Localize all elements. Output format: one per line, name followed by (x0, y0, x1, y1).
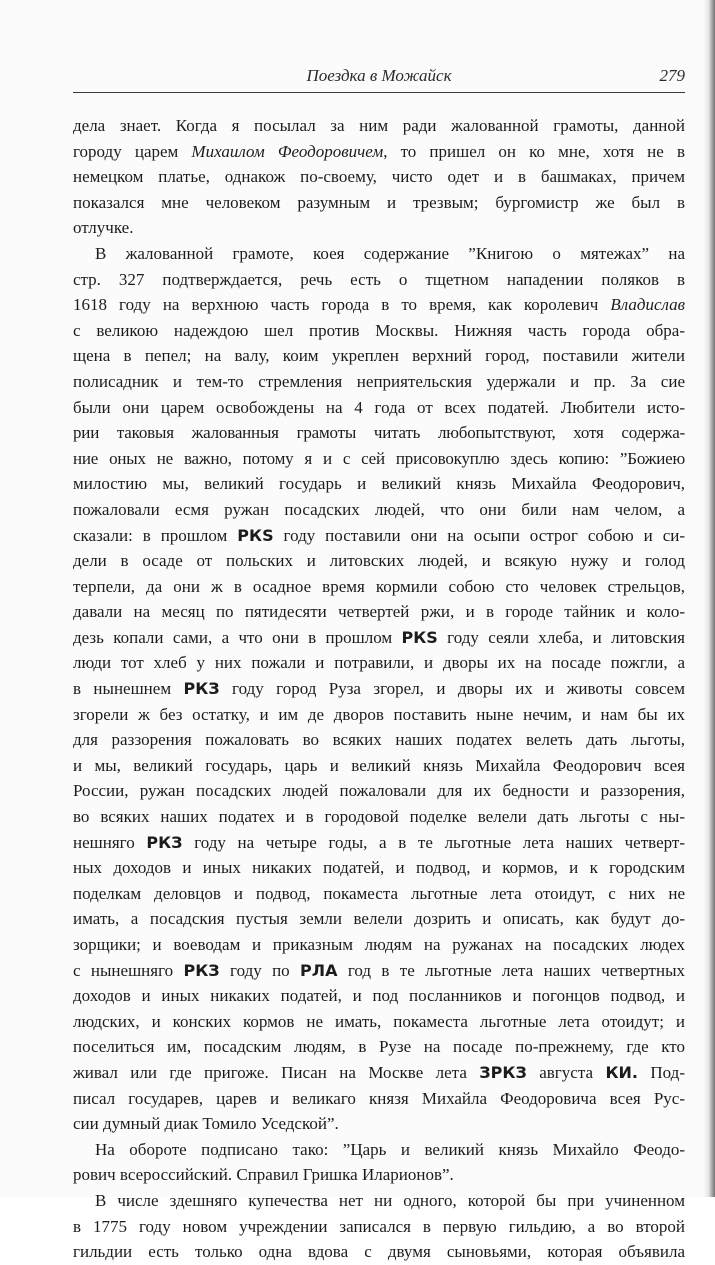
text-run: в нынешнем (73, 679, 184, 699)
text-line (73, 1214, 685, 1240)
page-edge-shadow (703, 0, 715, 1197)
text-line (73, 676, 685, 702)
text-run: щена в пепел; на валу, коим укреплен верхний город, поставили жители (73, 346, 685, 366)
text-run: год в те льготные лета наших четвертных (337, 960, 685, 980)
text-run: гильдии есть только одна вдова с двумя сыновьями, которая объявила (73, 1242, 685, 1262)
text-run: имать, а посадския пустыя земли велели дозрить и описать, как будут до- (73, 909, 685, 929)
text-run: ных доходов и иных никаких податей, и подвод, и кормов, и к городским (73, 858, 685, 878)
text-run: живал или где пригоже. Писан на Москве лета (73, 1062, 480, 1082)
text-run: дезь копали сами, а что они в прошлом (73, 627, 402, 647)
text-line (73, 702, 685, 728)
text-run: дела знает. Когда я посылал за ним ради жалованной грамоты, данной (73, 116, 685, 135)
text-line (73, 1137, 685, 1163)
text-line (73, 1009, 685, 1035)
text-line (73, 139, 685, 165)
text-run: милостию мы, великий государь и великий князь Михайла Феодорович, (73, 474, 685, 494)
text-line (73, 446, 685, 472)
text-line (73, 650, 685, 676)
text-run: были они царем освобождены на 4 года от всех податей. Любители исто- (73, 397, 685, 417)
text-line (73, 318, 685, 344)
text-run: рович всероссийский. Справил Гришка Иларионов”. (73, 1165, 454, 1185)
text-run: для раззорения пожаловать во всяких наших податех велеть дать льготы, (73, 730, 685, 750)
italic-name: Владислав (610, 295, 685, 315)
text-line (73, 1188, 685, 1214)
text-run: доходов и иных никаких податей, и под посланников и погонцов подвод, и (73, 986, 685, 1006)
slavonic-numeral: КИ. (605, 1062, 638, 1082)
slavonic-numeral: РКЗ (183, 679, 220, 699)
text-line (73, 625, 685, 651)
text-run: году поставили они на осыпи острог собою и си- (273, 525, 685, 545)
text-run: люди тот хлеб у них пожали и потравили, и дворы их на посаде пожгли, а (73, 653, 685, 673)
text-run: пожаловали есмя ружан посадских людей, что они били нам челом, а (73, 499, 685, 519)
text-run: августа (526, 1062, 606, 1082)
text-run: зорщики; и воеводам и приказным людям на ружанах на посадских людех (73, 935, 685, 954)
slavonic-numeral: РКЅ (401, 627, 438, 647)
text-run: поделкам деловцов и подвод, покаместа льготные лета отоидут, с них не (73, 883, 685, 903)
text-run: России, ружан посадских людей пожаловали для их бедности и раззорения, (73, 781, 685, 801)
text-line (73, 574, 685, 600)
text-line (73, 292, 685, 318)
text-line (73, 830, 685, 856)
text-run: с великою надеждою шел против Москвы. Нижняя часть города обра- (73, 320, 685, 340)
text-run: нешняго (73, 832, 147, 852)
text-run: давали на месяц по пятидесяти четвертей ржи, и в городе тайник и коло- (73, 602, 685, 622)
text-run: году на четыре годы, а в те льготные лета наших четверт- (182, 832, 685, 852)
text-line (73, 932, 685, 958)
text-run: терпели, да они ж в осадное время кормили собою сто человек стрельцов, (73, 576, 685, 596)
text-line (73, 1111, 685, 1137)
running-head (73, 66, 685, 90)
text-run: городу царем (73, 141, 192, 161)
text-line (73, 241, 685, 267)
text-line (73, 753, 685, 779)
text-line (73, 1162, 685, 1188)
text-run: , то пришел он ко мне, хотя не в (383, 141, 685, 161)
text-line (73, 983, 685, 1009)
text-run: году сеяли хлеба, и литовския (437, 627, 686, 647)
text-run: стр. 327 подтверждается, речь есть о тщетном нападении поляков в (73, 269, 685, 289)
text-run: людских, и конских кормов не имать, покаместа льготные лета отоидут; и (73, 1011, 685, 1031)
text-run: сии думный диак Томило Уседской”. (73, 1114, 339, 1134)
text-line (73, 395, 685, 421)
text-run: отлучке. (73, 218, 134, 238)
text-line (73, 369, 685, 395)
text-run: 1618 году на верхнюю часть города в то время, как королевич (73, 295, 611, 315)
text-line (73, 113, 685, 139)
text-run: с нынешняго (73, 960, 184, 980)
text-run: показался мне человеком разумным и трезвым; бургомистр же был в (73, 192, 685, 212)
text-run: В жалованной грамоте, коея содержание ”Книгою о мятежах” на (95, 243, 685, 263)
text-line (73, 1086, 685, 1112)
text-line (73, 343, 685, 369)
italic-name: Михаилом Феодоровичем (191, 141, 384, 161)
text-run: сказали: в прошлом (73, 525, 238, 545)
text-run: поселиться им, посадским людям, в Рузе на посаде по-прежнему, где кто (73, 1037, 685, 1057)
text-run: полисадник и тем-то стремления неприятельския удержали и пр. За сие (73, 371, 685, 391)
header-rule (73, 92, 685, 93)
running-title: Поездка в Можайск (306, 66, 452, 85)
text-line (73, 267, 685, 293)
text-run: Под- (637, 1062, 685, 1082)
slavonic-numeral: РКЗ (146, 832, 183, 852)
text-run: в 1775 году новом учреждении записался в первую гильдию, а во второй (73, 1216, 685, 1236)
text-run: немецком платье, однакож по-своему, чисто одет и в башмаках, причем (73, 167, 685, 187)
text-line (73, 420, 685, 446)
slavonic-numeral: РКЗ (183, 960, 220, 980)
text-run: згорели ж без остатку, и им де дворов поставить ныне нечим, и нам бы их (73, 704, 685, 724)
text-run: В числе здешняго купечества нет ни одного, которой бы при учиненном (95, 1190, 685, 1210)
text-line (73, 855, 685, 881)
text-run: писал государев, царев и великаго князя Михайла Феодоровича всея Рус- (73, 1088, 685, 1108)
text-run: ние оных не важно, потому я и с сей присовокуплю здесь копию: ”Божиею (73, 448, 685, 468)
text-line (73, 599, 685, 625)
text-line (73, 1239, 685, 1265)
text-run: и мы, великий государь, царь и великий князь Михайла Феодорович всея (73, 755, 685, 775)
text-line (73, 497, 685, 523)
slavonic-numeral: РЛА (300, 960, 338, 980)
body-text (73, 113, 685, 1265)
text-run: во всяких наших податех и в городовой поделке велели дать льготы с ны- (73, 807, 685, 827)
text-line (73, 548, 685, 574)
page-number: 279 (659, 66, 685, 85)
text-line (73, 906, 685, 932)
text-line (73, 471, 685, 497)
text-run: году по (219, 960, 301, 980)
text-line (73, 1034, 685, 1060)
text-line (73, 804, 685, 830)
text-run: На обороте подписано тако: ”Царь и великий князь Михайло Феодо- (95, 1139, 685, 1159)
text-line (73, 881, 685, 907)
text-line (73, 190, 685, 216)
text-line (73, 778, 685, 804)
slavonic-numeral: ЗРКЗ (479, 1062, 527, 1082)
text-line (73, 1060, 685, 1086)
text-line (73, 164, 685, 190)
text-run: рии таковыя жалованныя грамоты читать любопытствуют, хотя содержа- (73, 423, 685, 443)
text-line (73, 727, 685, 753)
text-line (73, 523, 685, 549)
text-run: дели в осаде от польских и литовских людей, и всякую нужу и голод (73, 551, 685, 571)
slavonic-numeral: РКЅ (237, 525, 274, 545)
text-run: году город Руза згорел, и дворы их и животы совсем (219, 679, 685, 699)
text-line (73, 215, 685, 241)
text-line (73, 958, 685, 984)
